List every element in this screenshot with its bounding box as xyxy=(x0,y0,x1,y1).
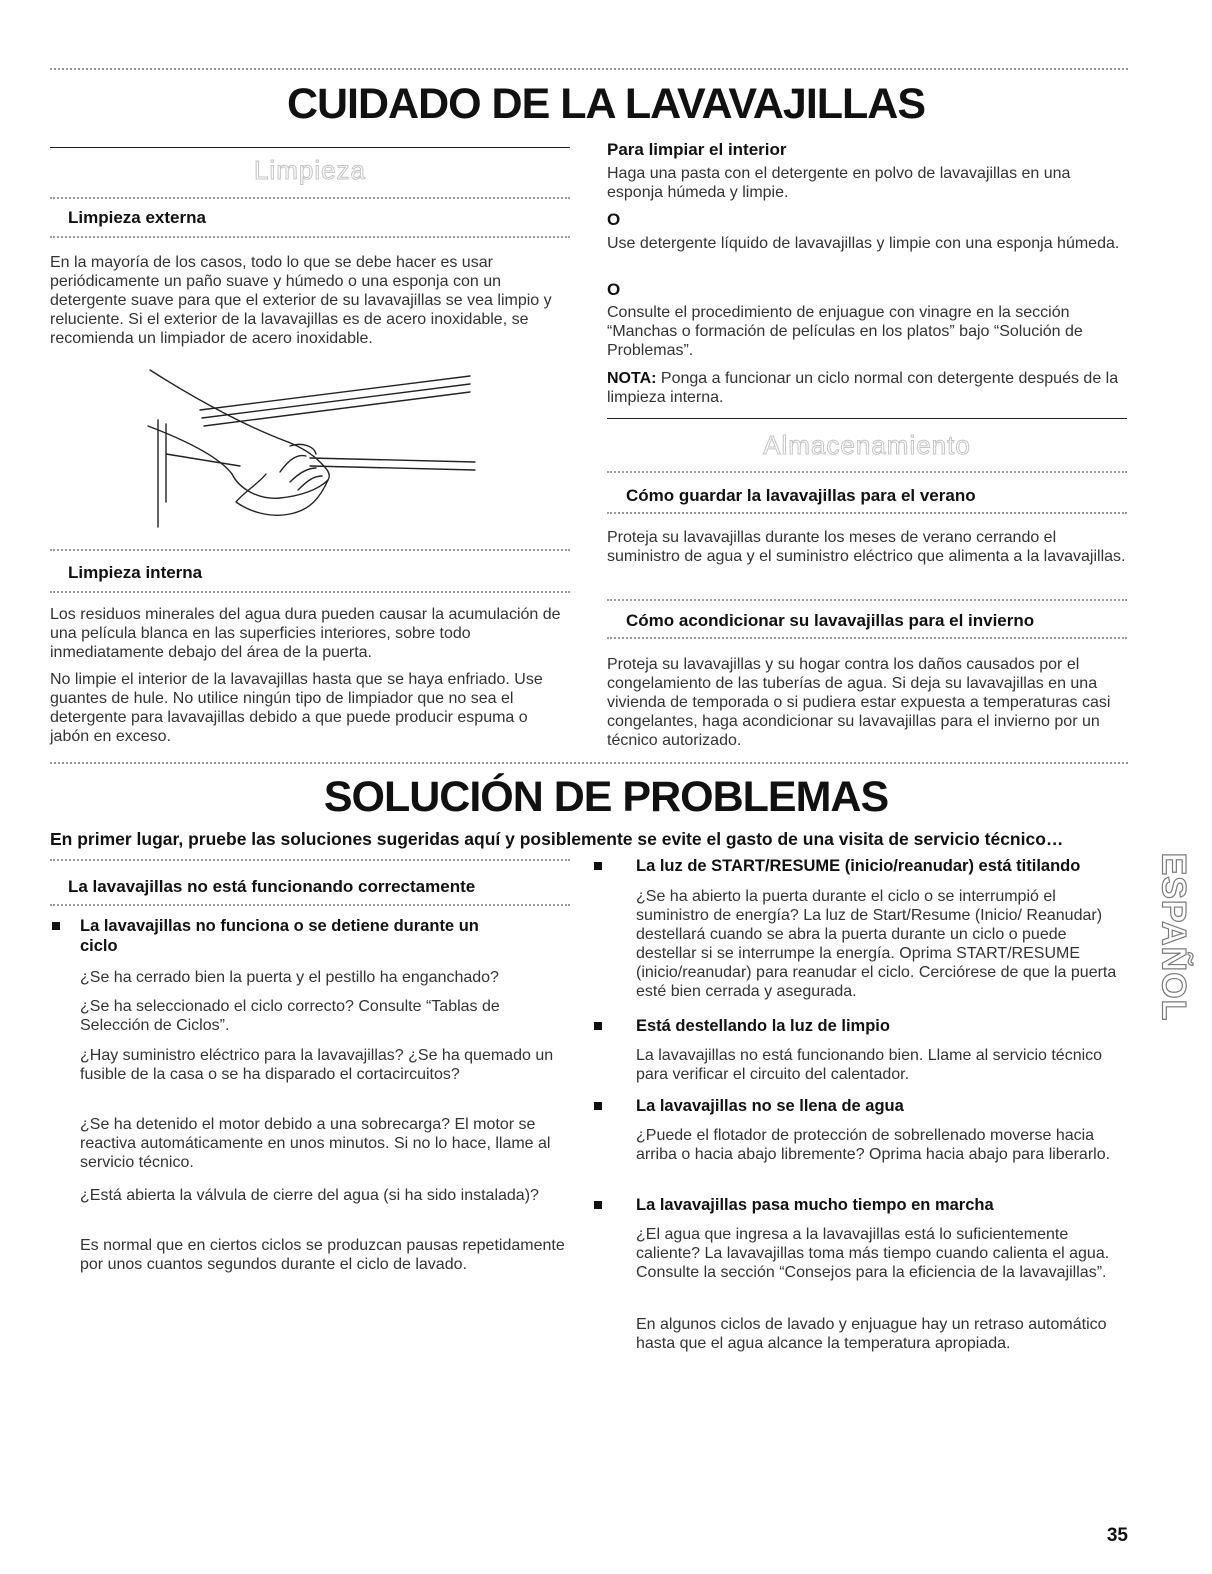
problem-heading: La lavavajillas no funciona o se detiene durante un ciclo xyxy=(80,917,479,955)
bullet-square xyxy=(594,1102,602,1110)
problem-heading: La luz de START/RESUME (inicio/reanudar) está titilando xyxy=(636,857,1081,875)
trouble-intro: En primer lugar, pruebe las soluciones sugeridas aquí y posiblemente se evite el gasto de una visita de servicio técnico… xyxy=(50,829,1064,849)
problem-text: ¿Se ha seleccionado el ciclo correcto? Consulte “Tablas de Selección de Ciclos”. xyxy=(80,998,500,1034)
note-label: NOTA: xyxy=(607,370,657,387)
bullet-square xyxy=(594,1201,602,1209)
interior-text-2: Use detergente líquido de lavavajillas y limpie con una esponja húmeda. xyxy=(607,235,1120,252)
problem-heading: La lavavajillas no se llena de agua xyxy=(636,1097,904,1115)
divider xyxy=(607,512,1127,514)
section-rule xyxy=(50,762,1128,764)
internal-title: Limpieza interna xyxy=(68,563,203,582)
external-text: En la mayoría de los casos, todo lo que se debe hacer es usar periódicamente un paño suave y húmedo o una esponja con un detergente suave para que el exterior de su lavavajillas se vea limpio y reluciente. Si el exterior de la lavavajillas es de acero inoxidable, se recomienda un limpiador de acero inoxidable. xyxy=(50,254,552,347)
interior-note xyxy=(607,369,1127,407)
care-title: CUIDADO DE LA LAVAVAJILLAS xyxy=(286,80,926,128)
page-number: 35 xyxy=(1106,1525,1128,1546)
problem-text: ¿Se ha abierto la puerta durante el ciclo o se interrumpió el suministro de energía? La luz de Start/Resume (Inicio/ Reanudar) destellará cuando se abra la puerta durante un ciclo o puede destellar si se interrumpe la energía. Oprima START/RESUME (inicio/reanudar) para reanudar el ciclo. Cerciórese de que la puerta esté bien cerrada y asegurada. xyxy=(636,888,1117,1000)
divider xyxy=(50,591,570,593)
external-title: Limpieza externa xyxy=(68,208,206,227)
divider xyxy=(607,599,1127,601)
hand-wiping-illustration xyxy=(140,362,485,532)
divider xyxy=(50,549,570,551)
interior-title: Para limpiar el interior xyxy=(607,140,787,159)
trouble-section-title: La lavavajillas no está funcionando correctamente xyxy=(68,877,476,896)
problem-text: En algunos ciclos de lavado y enjuague hay un retraso automático hasta que el agua alcance la temperatura apropiada. xyxy=(636,1316,1107,1352)
divider xyxy=(50,197,570,199)
bullet-square xyxy=(594,1022,602,1030)
problem-text: ¿El agua que ingresa a la lavavajillas está lo suficientemente caliente? La lavavajillas toma más tiempo cuando calienta el agua. Consulte la sección “Consejos para la eficiencia de la lavavajillas”. xyxy=(636,1226,1110,1281)
divider xyxy=(50,236,570,238)
problem-text: Es normal que en ciertos ciclos se produzcan pausas repetidamente por unos cuantos segundos durante el ciclo de lavado. xyxy=(80,1237,565,1273)
storage-heading: Almacenamiento xyxy=(763,430,971,460)
interior-text-1: Haga una pasta con el detergente en polvo de lavavajillas en una esponja húmeda y limpie. xyxy=(607,165,1071,201)
problem-text: ¿Está abierta la válvula de cierre del agua (si ha sido instalada)? xyxy=(80,1187,539,1204)
cleaning-rule xyxy=(50,147,570,148)
or-label: O xyxy=(607,280,621,299)
problem-heading: La lavavajillas pasa mucho tiempo en marcha xyxy=(636,1196,994,1214)
storage-rule xyxy=(607,418,1127,419)
bullet-square xyxy=(594,862,602,870)
bullet-square xyxy=(52,922,60,930)
problem-text: ¿Hay suministro eléctrico para la lavavajillas? ¿Se ha quemado un fusible de la casa o se ha disparado el cortacircuitos? xyxy=(80,1047,554,1083)
winter-title: Cómo acondicionar su lavavajillas para el invierno xyxy=(626,611,1035,630)
problem-text: ¿Se ha cerrado bien la puerta y el pestillo ha enganchado? xyxy=(80,969,499,986)
summer-title: Cómo guardar la lavavajillas para el verano xyxy=(626,486,976,505)
language-side-tab xyxy=(1154,815,1193,1060)
interior-text-3: Consulte el procedimiento de enjuague con vinagre en la sección “Manchas o formación de películas en los platos” bajo “Solución de Problemas”. xyxy=(607,304,1083,359)
top-rule xyxy=(50,68,1128,70)
winter-text: Proteja su lavavajillas y su hogar contra los daños causados por el congelamiento de las tuberías de agua. Si deja su lavavajillas en una vivienda de temporada o si pudiera estar expuesta a temperaturas casi congelantes, haga acondicionar su lavavajillas para el invierno por un técnico autorizado. xyxy=(607,656,1111,749)
internal-text-2: No limpie el interior de la lavavajillas hasta que se haya enfriado. Use guantes de hule. No utilice ningún tipo de limpiador que no sea el detergente para lavavajillas debido a que puede producir espuma o jabón en exceso. xyxy=(50,671,543,745)
divider xyxy=(607,471,1127,473)
problem-text: ¿Puede el flotador de protección de sobrellenado moverse hacia arriba o hacia abajo libremente? Oprima hacia abajo para liberarlo. xyxy=(636,1127,1111,1163)
note-text: Ponga a funcionar un ciclo normal con detergente después de la limpieza interna. xyxy=(607,370,1119,406)
problem-text: La lavavajillas no está funcionando bien. Llame al servicio técnico para verificar el circuito del calentador. xyxy=(636,1047,1103,1083)
trouble-title: SOLUCIÓN DE PROBLEMAS xyxy=(323,773,889,821)
summer-text: Proteja su lavavajillas durante los meses de verano cerrando el suministro de agua y el suministro eléctrico que alimenta a la lavavajillas. xyxy=(607,529,1126,565)
divider xyxy=(50,859,570,861)
problem-text: ¿Se ha detenido el motor debido a una sobrecarga? El motor se reactiva automáticamente en unos minutos. Si no lo hace, llame al servicio técnico. xyxy=(80,1116,551,1171)
divider xyxy=(607,637,1127,639)
divider xyxy=(50,904,570,906)
or-label: O xyxy=(607,210,621,229)
problem-heading: Está destellando la luz de limpio xyxy=(636,1017,890,1035)
internal-text-1: Los residuos minerales del agua dura pueden causar la acumulación de una película blanca en las superficies interiores, sobre todo inmediatamente debajo del área de la puerta. xyxy=(50,606,561,661)
language-tab-label: ESPAÑOL xyxy=(1154,852,1193,1022)
cleaning-heading: Limpieza xyxy=(253,155,367,185)
